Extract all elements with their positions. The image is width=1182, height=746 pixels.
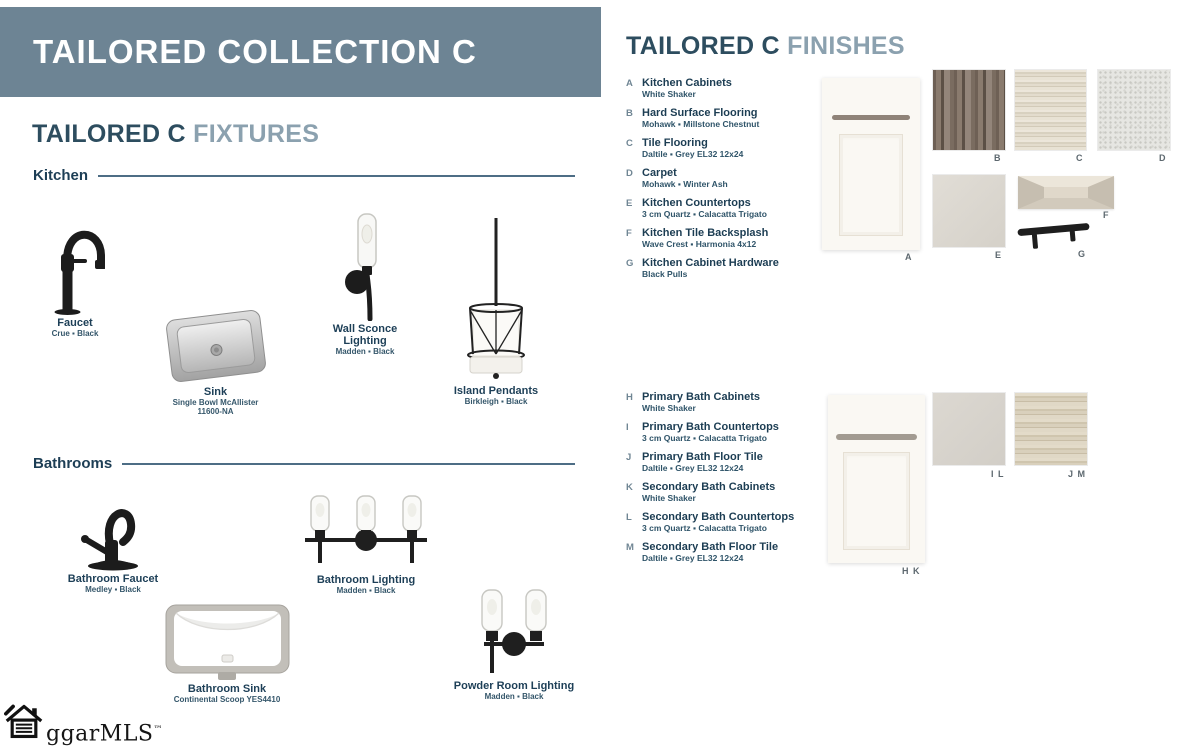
product-detail: Madden ▪ Black [336,586,396,595]
finish-item-l [626,511,856,533]
finishes-title-primary: TAILORED C [626,32,780,60]
kitchen-section-header [33,167,575,184]
product-bathroom-faucet [58,492,168,594]
swatch-bath-floor-tile [1015,393,1087,465]
finish-item-j [626,451,856,473]
swatch-label-c: C [1076,153,1084,163]
swatch-label-hk: H K [902,566,921,576]
product-bathroom-sink [158,601,296,704]
bathrooms-section-header [33,455,575,472]
finish-name: Secondary Bath Floor Tile [642,541,779,553]
finishes-list-baths [626,391,856,571]
swatch-label-e: E [995,250,1003,260]
swatch-label-g: G [1078,249,1087,259]
swatch-carpet [1098,70,1170,150]
finish-letter: E [626,198,633,209]
finish-detail: 3 cm Quartz ▪ Calacatta Trigato [642,209,767,219]
finish-letter: K [626,482,633,493]
trademark-symbol: ™ [153,724,164,735]
swatch-label-d: D [1159,153,1167,163]
product-wall-sconce [310,212,420,356]
finish-detail: Daltile ▪ Grey EL32 12x24 [642,463,744,473]
product-detail: Birkleigh ▪ Black [464,397,528,406]
wall-sconce-image [310,212,420,321]
powder-room-lighting-image [450,588,578,678]
finish-name: Hard Surface Flooring [642,107,758,119]
finish-detail: 3 cm Quartz ▪ Calacatta Trigato [642,433,767,443]
product-island-pendants [440,218,552,406]
product-name: Bathroom Faucet [67,573,159,585]
kitchen-section-rule [98,175,575,177]
mls-logo [4,702,163,745]
island-pendant-image [440,218,552,383]
finish-detail: Mohawk ▪ Millstone Chestnut [642,119,760,129]
product-name: Bathroom Lighting [316,574,416,586]
swatch-label-a: A [905,252,913,262]
finish-name: Primary Bath Floor Tile [642,451,763,463]
finish-detail: 3 cm Quartz ▪ Calacatta Trigato [642,523,767,533]
finish-letter: G [626,258,634,269]
finish-letter: F [626,228,632,239]
finish-name: Kitchen Countertops [642,197,751,209]
kitchen-section-label: Kitchen [33,167,89,184]
swatch-label-il: I L [991,469,1005,479]
finish-name: Kitchen Cabinets [642,77,732,89]
swatch-kitchen-cabinet-door [822,78,920,250]
product-detail: Single Bowl McAllister [172,398,259,407]
product-kitchen-sink [158,308,273,416]
finish-letter: J [626,452,632,463]
finish-item-k [626,481,856,503]
collection-title: TAILORED COLLECTION C [33,33,477,70]
product-kitchen-faucet [25,212,125,338]
cabinet-door-panel [843,452,910,550]
bathrooms-section-rule [122,463,575,465]
house-logo-icon [4,702,44,745]
swatch-kitchen-countertop [933,175,1005,247]
finish-letter: M [626,542,634,553]
finish-item-i [626,421,856,443]
finish-letter: L [626,512,632,523]
finish-item-m [626,541,856,563]
product-detail: Medley ▪ Black [85,585,141,594]
product-name: Powder Room Lighting [453,680,575,692]
swatch-tile-flooring [1015,70,1086,150]
swatch-kitchen-backsplash [1018,176,1114,209]
product-detail: Continental Scoop YES4410 [173,695,281,704]
collection-banner [0,7,601,97]
finish-name: Primary Bath Countertops [642,421,779,433]
finish-item-g [626,257,856,279]
bathroom-lighting-image [296,494,436,572]
finish-letter: B [626,108,633,119]
finish-detail: White Shaker [642,89,696,99]
finish-detail: Wave Crest ▪ Harmonia 4x12 [642,239,757,249]
finish-letter: C [626,138,633,149]
swatch-bath-cabinet-door [828,395,925,563]
product-name: Bathroom Sink [187,683,267,695]
finish-detail: White Shaker [642,403,696,413]
kitchen-faucet-image [25,212,125,315]
finish-detail: Daltile ▪ Grey EL32 12x24 [642,149,744,159]
finish-detail: Daltile ▪ Grey EL32 12x24 [642,553,744,563]
swatch-label-jm: J M [1068,469,1087,479]
bathroom-sink-image [158,601,296,681]
product-detail: Madden ▪ Black [335,347,395,356]
product-powder-room-lighting [450,588,578,701]
finish-letter: A [626,78,633,89]
cabinet-door-groove [832,115,910,120]
finishes-panel-title [626,32,905,61]
product-name: Island Pendants [453,385,539,397]
finish-name: Carpet [642,167,677,179]
finish-name: Tile Flooring [642,137,708,149]
finish-detail: Black Pulls [642,269,688,279]
finish-name: Secondary Bath Countertops [642,511,795,523]
finish-detail: Mohawk ▪ Winter Ash [642,179,728,189]
product-bathroom-lighting [296,494,436,595]
fixtures-panel-title [32,120,319,149]
finish-letter: H [626,392,633,403]
finish-letter: I [626,422,629,433]
mls-logo-text: ggarMLS™ [46,721,164,746]
swatch-label-b: B [994,153,1002,163]
finish-name: Secondary Bath Cabinets [642,481,776,493]
finish-letter: D [626,168,633,179]
fixtures-title-secondary: FIXTURES [193,120,320,148]
finish-item-h [626,391,856,413]
product-name: Faucet [57,317,93,329]
product-name: Wall Sconce Lighting [332,323,398,347]
finish-detail: White Shaker [642,493,696,503]
finish-name: Primary Bath Cabinets [642,391,760,403]
finish-name: Kitchen Tile Backsplash [642,227,769,239]
cabinet-door-groove [836,434,917,440]
product-detail-2: 11600-NA [197,407,234,416]
bathrooms-section-label: Bathrooms [33,455,113,472]
swatch-bath-countertop [933,393,1005,465]
cabinet-door-panel [839,134,903,236]
kitchen-sink-image [158,308,273,384]
product-name: Sink [203,386,228,398]
bathroom-faucet-image [58,492,168,571]
swatch-label-f: F [1103,210,1110,220]
fixtures-title-primary: TAILORED C [32,120,186,148]
swatch-hard-surface-flooring [933,70,1005,150]
finishes-title-secondary: FINISHES [787,32,905,60]
finish-name: Kitchen Cabinet Hardware [642,257,779,269]
product-detail: Madden ▪ Black [484,692,544,701]
product-detail: Crue ▪ Black [51,329,99,338]
